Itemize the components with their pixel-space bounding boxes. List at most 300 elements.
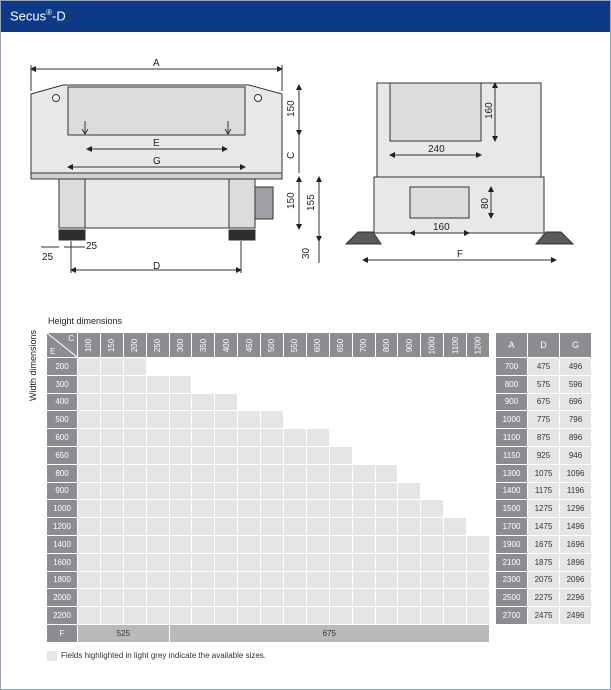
available-cell — [101, 536, 123, 553]
available-cell — [284, 465, 306, 482]
available-cell — [101, 554, 123, 571]
unavailable-cell — [421, 447, 443, 464]
available-cell — [101, 589, 123, 606]
dims-cell: 946 — [560, 447, 591, 464]
available-cell — [261, 483, 283, 500]
available-cell — [215, 607, 237, 624]
grid-row — [47, 394, 489, 411]
unavailable-cell — [444, 394, 466, 411]
unavailable-cell — [467, 429, 489, 446]
available-cell — [170, 447, 192, 464]
width-header: 1200 — [47, 518, 77, 535]
dims-cell: 900 — [496, 394, 527, 411]
available-cell — [307, 518, 329, 535]
available-cell — [124, 572, 146, 589]
available-cell — [238, 500, 260, 517]
legend-text: Fields highlighted in light grey indicate the available sizes. — [61, 651, 267, 661]
available-cell — [238, 447, 260, 464]
height-header: 650 — [330, 333, 352, 357]
unavailable-cell — [238, 376, 260, 393]
available-cell — [261, 429, 283, 446]
unavailable-cell — [330, 411, 352, 428]
available-cell — [307, 589, 329, 606]
available-cell — [238, 554, 260, 571]
available-cell — [215, 447, 237, 464]
available-cell — [238, 411, 260, 428]
grid-row — [47, 483, 489, 500]
available-cell — [353, 536, 375, 553]
width-header: 2000 — [47, 589, 77, 606]
width-header: 1000 — [47, 500, 77, 517]
available-cell — [376, 500, 398, 517]
grid-row — [47, 554, 489, 571]
height-header: 600 — [307, 333, 329, 357]
height-header: 900 — [398, 333, 420, 357]
unavailable-cell — [376, 411, 398, 428]
dims-row — [496, 483, 591, 500]
available-cell — [78, 500, 100, 517]
available-cell — [353, 607, 375, 624]
unavailable-cell — [467, 465, 489, 482]
width-header: 2200 — [47, 607, 77, 624]
dims-row — [496, 411, 591, 428]
unavailable-cell — [421, 411, 443, 428]
dims-cell: 896 — [560, 429, 591, 446]
available-cell — [261, 518, 283, 535]
available-cell — [101, 483, 123, 500]
available-cell — [467, 536, 489, 553]
available-cell — [307, 572, 329, 589]
available-cell — [444, 518, 466, 535]
width-header: 200 — [47, 358, 77, 375]
available-cell — [284, 572, 306, 589]
available-cell — [238, 536, 260, 553]
height-header: 1000 — [421, 333, 443, 357]
available-cell — [147, 554, 169, 571]
dims-cell: 2700 — [496, 607, 527, 624]
available-cell — [101, 500, 123, 517]
height-header: 400 — [215, 333, 237, 357]
available-cell — [307, 536, 329, 553]
unavailable-cell — [444, 358, 466, 375]
dims-row — [496, 589, 591, 606]
legend — [47, 651, 266, 661]
height-dimensions-label: Height dimensions — [48, 316, 123, 326]
available-cell — [398, 607, 420, 624]
dims-row — [496, 500, 591, 517]
dim-160-width-label: 160 — [433, 222, 450, 233]
dim-30-label: 30 — [301, 247, 312, 259]
available-cell — [353, 483, 375, 500]
height-header: 500 — [261, 333, 283, 357]
available-cell — [101, 429, 123, 446]
available-cell — [353, 500, 375, 517]
available-cell — [170, 607, 192, 624]
height-header: 550 — [284, 333, 306, 357]
available-cell — [421, 536, 443, 553]
available-cell — [284, 429, 306, 446]
available-cell — [261, 554, 283, 571]
unavailable-cell — [421, 465, 443, 482]
available-cell — [192, 518, 214, 535]
unavailable-cell — [398, 429, 420, 446]
dims-row — [496, 536, 591, 553]
available-cell — [215, 518, 237, 535]
available-cell — [330, 483, 352, 500]
width-dimensions-label: Width dimensions — [28, 329, 38, 401]
available-cell — [147, 394, 169, 411]
available-cell — [78, 394, 100, 411]
available-cell — [147, 376, 169, 393]
grid-row — [47, 358, 489, 375]
available-cell — [192, 394, 214, 411]
dims-row — [496, 394, 591, 411]
available-cell — [78, 358, 100, 375]
available-cell — [124, 483, 146, 500]
height-header: 150 — [101, 333, 123, 357]
available-cell — [330, 447, 352, 464]
available-cell — [101, 607, 123, 624]
available-cell — [170, 572, 192, 589]
available-cell — [376, 483, 398, 500]
available-cell — [238, 589, 260, 606]
dim-80-label: 80 — [480, 197, 491, 209]
available-cell — [170, 518, 192, 535]
unavailable-cell — [330, 429, 352, 446]
dims-cell: 1000 — [496, 411, 527, 428]
dims-cell: 2500 — [496, 589, 527, 606]
height-header: 700 — [353, 333, 375, 357]
unavailable-cell — [467, 394, 489, 411]
available-cell — [261, 607, 283, 624]
available-cell — [78, 554, 100, 571]
width-header: 800 — [47, 465, 77, 482]
unavailable-cell — [353, 358, 375, 375]
unavailable-cell — [261, 358, 283, 375]
available-cell — [147, 447, 169, 464]
dims-row — [496, 429, 591, 446]
available-cell — [192, 536, 214, 553]
dims-cell: 2300 — [496, 572, 527, 589]
available-cell — [330, 572, 352, 589]
available-cell — [398, 572, 420, 589]
unavailable-cell — [398, 447, 420, 464]
dims-cell: 700 — [496, 358, 527, 375]
dims-cell: 1896 — [560, 554, 591, 571]
available-cell — [170, 411, 192, 428]
dims-cell: 675 — [528, 394, 559, 411]
corner-e-label: E — [50, 347, 56, 356]
available-cell — [376, 518, 398, 535]
available-cell — [353, 518, 375, 535]
unavailable-cell — [444, 500, 466, 517]
available-cell — [215, 554, 237, 571]
f-value: 525 — [78, 625, 169, 642]
available-cell — [124, 554, 146, 571]
unavailable-cell — [444, 376, 466, 393]
available-cell — [307, 607, 329, 624]
available-cell — [101, 376, 123, 393]
unavailable-cell — [467, 358, 489, 375]
available-cell — [124, 429, 146, 446]
dims-row — [496, 607, 591, 624]
available-cell — [421, 518, 443, 535]
unavailable-cell — [376, 376, 398, 393]
dims-cell: 2475 — [528, 607, 559, 624]
available-cell — [124, 465, 146, 482]
unavailable-cell — [421, 483, 443, 500]
available-cell — [101, 394, 123, 411]
dims-cell: 1675 — [528, 536, 559, 553]
available-cell — [124, 500, 146, 517]
height-header: 100 — [78, 333, 100, 357]
width-header: 1600 — [47, 554, 77, 571]
available-cell — [192, 483, 214, 500]
available-cell — [147, 607, 169, 624]
dims-cell: 2096 — [560, 572, 591, 589]
available-cell — [353, 572, 375, 589]
dim-e-label: E — [153, 138, 160, 149]
available-cell — [192, 500, 214, 517]
available-cell — [238, 607, 260, 624]
available-cell — [353, 589, 375, 606]
available-cell — [398, 536, 420, 553]
dims-cell: 1296 — [560, 500, 591, 517]
available-cell — [261, 589, 283, 606]
available-cell — [124, 394, 146, 411]
available-cell — [353, 465, 375, 482]
title-bar — [1, 1, 610, 32]
dims-cell: 1100 — [496, 429, 527, 446]
f-value: 675 — [170, 625, 489, 642]
grid-row — [47, 607, 489, 624]
available-cell — [330, 518, 352, 535]
unavailable-cell — [444, 411, 466, 428]
available-cell — [307, 465, 329, 482]
available-cell — [421, 500, 443, 517]
dim-25-right-label: 25 — [86, 241, 98, 252]
dims-cell: 696 — [560, 394, 591, 411]
dims-row — [496, 554, 591, 571]
available-cell — [170, 500, 192, 517]
dims-cell: 875 — [528, 429, 559, 446]
unavailable-cell — [467, 411, 489, 428]
unavailable-cell — [467, 500, 489, 517]
available-cell — [284, 500, 306, 517]
unavailable-cell — [307, 411, 329, 428]
available-cell — [78, 483, 100, 500]
available-cell — [444, 589, 466, 606]
available-cell — [238, 483, 260, 500]
unavailable-cell — [261, 394, 283, 411]
height-header: 350 — [192, 333, 214, 357]
available-cell — [421, 554, 443, 571]
available-cell — [467, 554, 489, 571]
dims-cell: 1400 — [496, 483, 527, 500]
available-cell — [170, 376, 192, 393]
available-cell — [444, 536, 466, 553]
available-cell — [376, 589, 398, 606]
available-cell — [78, 411, 100, 428]
available-cell — [261, 536, 283, 553]
available-cell — [147, 518, 169, 535]
available-cell — [78, 589, 100, 606]
available-cell — [170, 394, 192, 411]
unavailable-cell — [467, 447, 489, 464]
grid-row — [47, 500, 489, 517]
available-cell — [467, 572, 489, 589]
available-cell — [101, 411, 123, 428]
available-cell — [307, 554, 329, 571]
available-cell — [101, 465, 123, 482]
available-cell — [376, 607, 398, 624]
available-cell — [101, 447, 123, 464]
width-header: 300 — [47, 376, 77, 393]
available-cell — [398, 500, 420, 517]
available-cell — [284, 607, 306, 624]
grid-row — [47, 447, 489, 464]
unavailable-cell — [353, 411, 375, 428]
unavailable-cell — [398, 358, 420, 375]
dims-cell: 775 — [528, 411, 559, 428]
available-cell — [444, 554, 466, 571]
page-title: Secus®-D — [10, 8, 66, 24]
available-cell — [261, 447, 283, 464]
available-cell — [215, 411, 237, 428]
height-header: 800 — [376, 333, 398, 357]
available-cell — [215, 429, 237, 446]
unavailable-cell — [421, 429, 443, 446]
available-cell — [78, 447, 100, 464]
dim-25-left-label: 25 — [42, 252, 54, 263]
dims-cell: 925 — [528, 447, 559, 464]
unavailable-cell — [284, 358, 306, 375]
available-cell — [170, 536, 192, 553]
available-cell — [124, 607, 146, 624]
technical-drawing — [1, 32, 610, 282]
unavailable-cell — [467, 376, 489, 393]
grid-row — [47, 429, 489, 446]
unavailable-cell — [421, 358, 443, 375]
available-cell — [307, 483, 329, 500]
available-cell — [192, 589, 214, 606]
unavailable-cell — [261, 376, 283, 393]
grid-row — [47, 376, 489, 393]
width-header: 600 — [47, 429, 77, 446]
available-cell — [215, 465, 237, 482]
available-cell — [307, 447, 329, 464]
available-cell — [215, 394, 237, 411]
unavailable-cell — [398, 376, 420, 393]
available-cell — [284, 483, 306, 500]
available-cell — [170, 483, 192, 500]
dim-160-height-label: 160 — [484, 102, 495, 119]
available-cell — [330, 554, 352, 571]
available-cell — [398, 518, 420, 535]
available-cell — [124, 536, 146, 553]
available-cell — [330, 465, 352, 482]
unavailable-cell — [238, 358, 260, 375]
height-header: 200 — [124, 333, 146, 357]
unavailable-cell — [444, 483, 466, 500]
available-cell — [215, 572, 237, 589]
dims-cell: 1900 — [496, 536, 527, 553]
available-cell — [261, 500, 283, 517]
dims-cell: 1075 — [528, 465, 559, 482]
unavailable-cell — [398, 394, 420, 411]
unavailable-cell — [353, 376, 375, 393]
available-cell — [261, 572, 283, 589]
available-cell — [261, 411, 283, 428]
available-cell — [78, 465, 100, 482]
unavailable-cell — [376, 358, 398, 375]
available-cell — [170, 554, 192, 571]
available-cell — [215, 500, 237, 517]
unavailable-cell — [467, 483, 489, 500]
available-cell — [284, 554, 306, 571]
dim-d-label: D — [153, 261, 161, 272]
dim-150-top-label: 150 — [286, 100, 297, 117]
dims-cell: 1875 — [528, 554, 559, 571]
available-cell — [284, 447, 306, 464]
grid-row — [47, 536, 489, 553]
grid-row — [47, 411, 489, 428]
dim-a-label: A — [153, 58, 160, 69]
unavailable-cell — [215, 358, 237, 375]
width-header: 500 — [47, 411, 77, 428]
grid-row — [47, 572, 489, 589]
available-cell — [421, 589, 443, 606]
available-cell — [170, 589, 192, 606]
available-cell — [147, 483, 169, 500]
dims-cell: 2100 — [496, 554, 527, 571]
available-cell — [307, 429, 329, 446]
available-cell — [124, 376, 146, 393]
available-cell — [78, 376, 100, 393]
dims-cell: 596 — [560, 376, 591, 393]
dims-cell: 1096 — [560, 465, 591, 482]
dims-cell: 475 — [528, 358, 559, 375]
width-header: 650 — [47, 447, 77, 464]
dims-header: D — [528, 333, 559, 357]
dims-cell: 496 — [560, 358, 591, 375]
unavailable-cell — [147, 358, 169, 375]
grid-row — [47, 589, 489, 606]
grid-corner — [47, 333, 77, 357]
unavailable-cell — [444, 447, 466, 464]
dims-row — [496, 572, 591, 589]
available-cell — [147, 465, 169, 482]
dims-header: A — [496, 333, 527, 357]
available-cell — [147, 500, 169, 517]
dims-cell: 1175 — [528, 483, 559, 500]
available-cell — [284, 518, 306, 535]
dims-cell: 1700 — [496, 518, 527, 535]
available-cell — [101, 572, 123, 589]
available-cell — [192, 572, 214, 589]
unavailable-cell — [215, 376, 237, 393]
available-cell — [238, 572, 260, 589]
available-cell — [376, 536, 398, 553]
available-cell — [147, 411, 169, 428]
available-cell — [284, 536, 306, 553]
available-cell — [421, 572, 443, 589]
f-row-label: F — [47, 625, 77, 642]
available-cell — [78, 429, 100, 446]
dims-row — [496, 518, 591, 535]
available-cell — [78, 607, 100, 624]
available-cell — [444, 607, 466, 624]
